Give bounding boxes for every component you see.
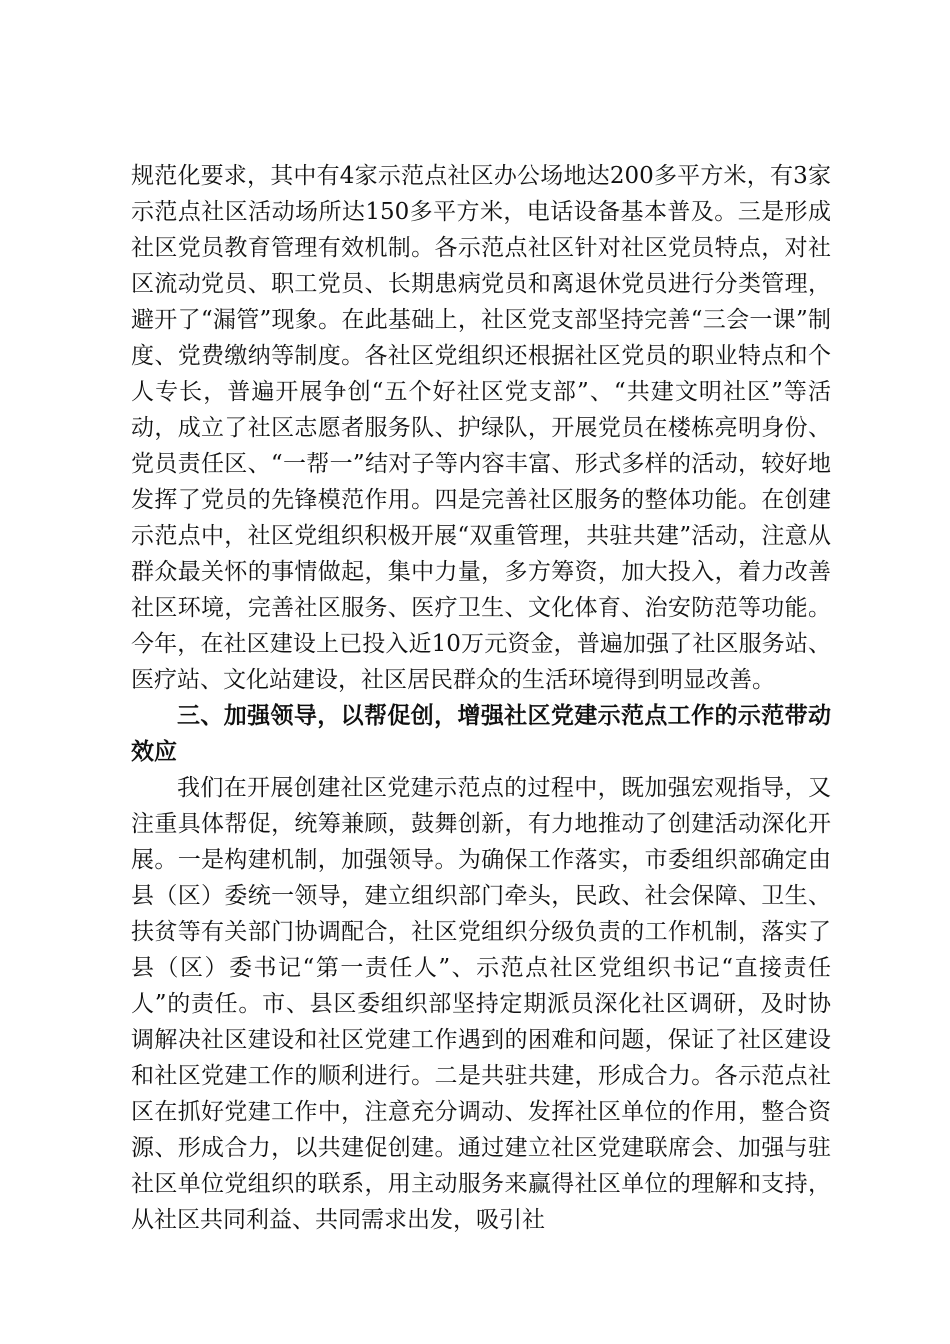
paragraph-body: 我们在开展创建社区党建示范点的过程中，既加强宏观指导，又注重具体帮促，统筹兼顾，鼓舞创新，有力地推动了创建活动深化开展。一是构建机制，加强领导。为确保工作落实，市委组织部确定由县（区）委统一领导，建立组织部门牵头，民政、社会保障、卫生、扶贫等有关部门协调配合，社区党组织分级负责的工作机制，落实了县（区）委书记“第一责任人”、示范点社区党组织书记“直接责任人”的责任。市、县区委组织部坚持定期派员深化社区调研，及时协调解决社区建设和社区党建工作遇到的困难和问题，保证了社区建设和社区党建工作的顺利进行。二是共驻共建，形成合力。各示范点社区在抓好党建工作中，注意充分调动、发挥社区单位的作用，整合资源、形成合力，以共建促创建。通过建立社区党建联席会、加强与驻社区单位党组织的联系，用主动服务来赢得社区单位的理解和支持，从社区共同利益、共同需求出发，吸引社 — [131, 775, 831, 1233]
paragraph-continuation: 规范化要求，其中有4家示范点社区办公场地达200多平方米，有3家示范点社区活动场所达150多平方米，电话设备基本普及。三是形成社区党员教育管理有效机制。各示范点社区针对社区党员特点，对社区流动党员、职工党员、长期患病党员和离退休党员进行分类管理，避开了“漏管”现象。在此基础上，社区党支部坚持完善“三会一课”制度、党费缴纳等制度。各社区党组织还根据社区党员的职业特点和个人专长，普遍开展争创“五个好社区党支部”、“共建文明社区”等活动，成立了社区志愿者服务队、护绿队，开展党员在楼栋亮明身份、党员责任区、“一帮一”结对子等内容丰富、形式多样的活动，较好地发挥了党员的先锋模范作用。四是完善社区服务的整体功能。在创建示范点中，社区党组织积极开展“双重管理，共驻共建”活动，注意从群众最关怀的事情做起，集中力量，多方筹资，加大投入，着力改善社区环境，完善社区服务、医疗卫生、文化体育、治安防范等功能。今年，在社区建设上已投入近10万元资金，普遍加强了社区服务站、医疗站、文化站建设，社区居民群众的生活环境得到明显改善。 — [131, 163, 831, 693]
section-heading-3: 三、加强领导，以帮促创，增强社区党建示范点工作的示范带动效应 — [131, 703, 831, 765]
document-body — [131, 158, 831, 1238]
